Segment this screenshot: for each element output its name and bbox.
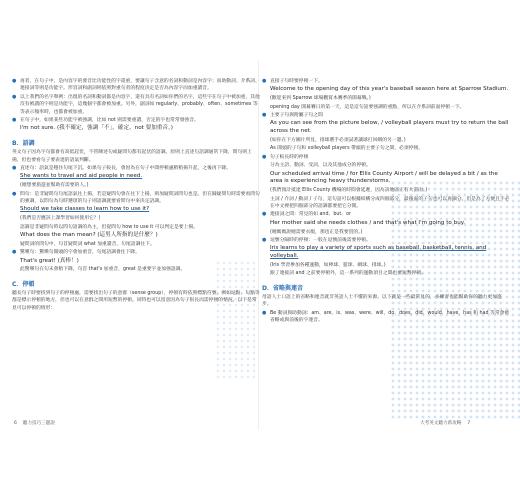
example-volleyball-note: As 開頭的子句和 volleyball players 帶頭的主要子句之間，必須停頓。 xyxy=(270,146,424,152)
c-point-5: ● 逗號分隔時的停頓：一般在逗號前後需要停頓。 xyxy=(262,237,510,244)
right-footer xyxy=(420,420,470,426)
right-page xyxy=(262,78,510,418)
c-point-2: ● 主要子句與附屬子句之間 xyxy=(262,112,510,119)
right-page-number: 7 xyxy=(467,421,471,426)
right-footer-title: 大考英文聽力新攻略 xyxy=(420,421,462,426)
example-mother: Her mother said she needs clothes / and that's what I'm going to buy. xyxy=(270,219,466,226)
example-airport-note: 主詞 / 介詞 / 動詞 / 子句，這句話可以根據結構分成四個部分，最後面的子句也可以再細分。但是為了方便且不必在中文裡把四個部分的語調都要把它分開。 xyxy=(270,196,510,210)
b-point-4: 語調是非疑問句時以問句語調的為主，但從問句 how to use it 可以判定是要上揚。 xyxy=(20,224,198,230)
c-point-3: ● 句子較長時的停頓 xyxy=(262,154,510,161)
example-stadium: Welcome to the opening day of this year's baseball season here at Sparrow Stadium. xyxy=(270,86,509,93)
b-point-1: ● 直述句：語氣是穩住句尾下沉。如果句子較長，會因為在句子中間停頓處稍稍揚升起，之後再下降。 xyxy=(12,165,260,172)
example-iris-translation: (Iris 學習參加各種運動，如棒球、籃球、網球、排球。) xyxy=(270,263,386,269)
section-heading-b: B．語調 xyxy=(12,140,35,148)
example-mother-translation: (她媽媽說她需要衣服，那也正是我要買的。) xyxy=(270,229,363,235)
example-volleyball: As you can see from the picture below, / volleyball players must try to return the ball across the net. xyxy=(270,120,509,135)
example-classes: Should we take classes to learn how to use it? xyxy=(20,206,150,213)
example-travel-translation: (她想要旅遊並幫助有需要的人。) xyxy=(20,183,89,189)
d-point-1: ● Be 動詞與助動詞：am、are、is、was、were、will、do、does、did、would、have、has 和 had 等常會被省略或與前後的字連音。 xyxy=(262,310,510,325)
example-stadium-translation: (歡迎來到 Sparrow 球場觀賞本賽季的開幕戰。) xyxy=(270,96,371,102)
example-stadium-note: opening day 開幕賽日的第一天，這是這句話要強調的重點，所以在介系詞前面停頓一下。 xyxy=(270,104,465,110)
example-iris-note: 跟了連接詞 and 之前要停頓外，這一系列的運動項目之間也要短暫停頓。 xyxy=(270,271,426,277)
c-point-1: ● 直接子句時要停頓一下。 xyxy=(262,78,510,85)
section-c-intro: 聽長句子時要找到句子的停頓處，需要找出句子的意群（sense group），停頓有時依照標點符號，例如逗點、句點等都是標示停頓的地方，但也可以在意群之間用短暫的停頓。同時也可以留意因為句子很長而需停頓的情況。以下是常見可以停頓的情形： xyxy=(12,290,260,311)
example-iris: Iris learns to play a variety of sports such as baseball, basketball, tennis, and volleyball. xyxy=(270,245,487,260)
b-point-3: ● 問句：是非疑問句句尾語氣往上揚，若是疑問句會在往下上揚，則加疑問詞問句也是。但在歸疑問句時需要看問句的強調，以問句為句時選項的句子則語調就要看問句中來決定語調。 xyxy=(12,191,260,206)
example-great-note: 此驚嘆句在句末會稍下降，句首 that's 加重音，great 是重要字並加強語調。 xyxy=(20,267,186,273)
section-b-intro: 英文句子因為字句都會有高低起伏，不管陳述句或疑問句都有起伏的語調。原則上直述句語調通常下降，問句則上揚，但也要看句子要表達的語氣判斷。 xyxy=(12,150,252,163)
example-man-mean-note: 疑問詞的問句中，句首疑問詞 what 加重讀音，句尾語調往下。 xyxy=(20,241,155,247)
c-point-4: ● 連接詞之間：常見的如 and、but、or xyxy=(262,211,510,218)
example-travel: She wants to travel and aid people in need. xyxy=(20,173,143,180)
left-page xyxy=(12,78,260,418)
example-airport: Our scheduled arrival time / for Ellis County Airport / will be delayed a bit / as the area is experiencing heavy thunderstorms. xyxy=(270,170,498,185)
left-page-number: 6 xyxy=(14,421,17,426)
section-d-intro: 母語人士口語上的省略和連音就非英語人士不懂的來源。以下就是一些最常見的，多練習也能幫助你的聽力更加進步。 xyxy=(262,294,502,308)
intro-paragraph-1: ● 再者，在句子中，是內容字的發音比功能性的字還重，要讓句子含意的名詞和動詞是內容字；而助動詞、介系詞、連接詞等則是功能字。形容詞和副詞則依照對重句者的程度決定是否為內容字而加重讀音。 xyxy=(12,78,260,93)
b-point-5: ● 驚嘆句：驚嘆句開頭的字會加重音，句尾語調會往下降。 xyxy=(12,249,260,256)
c-point-3-desc: 分為主語、動詞、受詞，以及其他成分的停頓。 xyxy=(270,163,371,169)
example-classes-translation: (我們是否應該上課學習如何使用它？) xyxy=(20,216,101,222)
intro-paragraph-3: ● 在句子中，如果某些功能字被強調，比如 not 則需要重讀，否定的字也常常發強音。 xyxy=(12,117,260,124)
example-man-mean: What does the man mean? (這男人所指的是什麼？) xyxy=(20,232,158,239)
example-great: That's great! (真棒！) xyxy=(20,257,79,264)
example-not-sure: I'm not sure. (我不確定，強調「不」，確定、not 要加重音。) xyxy=(20,125,173,132)
intro-paragraph-2: ● 以上我們的名字舉例：出現的名詞和動詞都是內容字，還有具有名詞如你們的名字，這些字在句子中被加重，其他沒有被讀的字則是功能字，這幾個字都會被加重。另外，副詞如 regularly、probably、often、sometimes 等等表示頻率時，也都會被加重。 xyxy=(12,94,260,116)
example-airport-translation: (我們預計抵達 Ellis County 機場的時間會延遲，因為該地區正有大雷雨。) xyxy=(270,188,428,194)
section-heading-d: D．省略與連音 xyxy=(262,284,303,292)
left-footer-title: 聽力技巧三題說 xyxy=(22,421,55,426)
section-heading-c: C．停頓 xyxy=(12,280,35,288)
left-footer xyxy=(14,420,55,426)
example-volleyball-translation: (如你在下方圖片所見，排球選手必須試著讓球打回網的另一邊。) xyxy=(270,138,406,144)
